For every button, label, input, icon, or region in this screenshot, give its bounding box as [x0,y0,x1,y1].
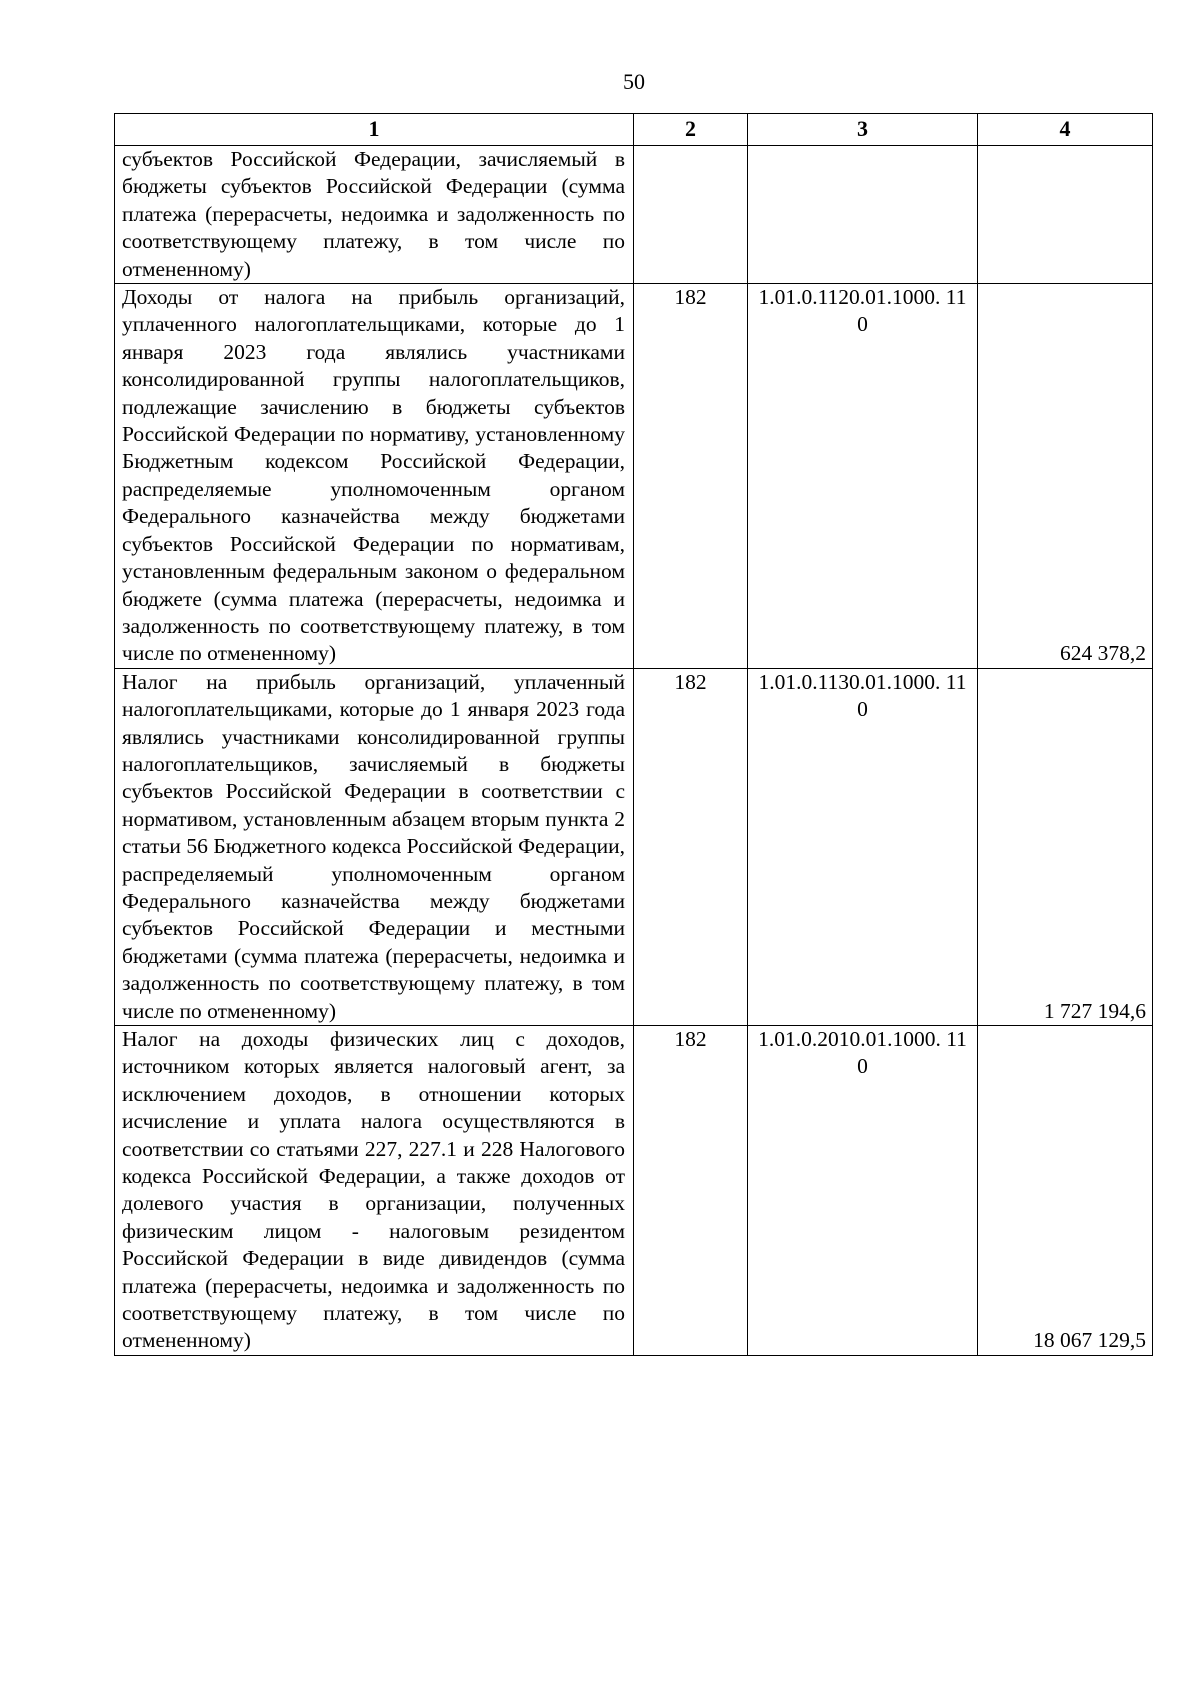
column-header-1: 1 [115,114,634,146]
row-kbk-code [748,146,978,284]
row-amount-cell [978,668,1153,1025]
row-amount-cell [978,284,1153,669]
revenue-table [114,113,1153,1356]
table-header-row [115,114,1153,146]
table-row [115,1026,1153,1356]
row-amount: 1 727 194,6 [1043,998,1146,1023]
page-number: 50 [623,69,645,94]
row-amount-cell [978,146,1153,284]
row-description: субъектов Российской Федерации, зачисляемый в бюджеты субъектов Российской Федерации (сумма платежа (перерасчеты, недоимка и задолженность по соответствующему платежу, в том числе по отмененному) [115,146,634,284]
row-amount: 18 067 129,5 [1033,1328,1146,1353]
row-description: Налог на прибыль организаций, уплаченный налогоплательщиками, которые до 1 января 2023 года являлись участниками консолидированной группы налогоплательщиков, зачисляемый в бюджеты субъектов Российской Федерации в соответствии с нормативом, установленным абзацем вторым пункта 2 статьи 56 Бюджетного кодекса Российской Федерации, распределяемый уполномоченным органом Федерального казначейства между бюджетами субъектов Российской Федерации и местными бюджетами (сумма платежа (перерасчеты, недоимка и задолженность по соответствующему платежу, в том числе по отмененному) [115,668,634,1025]
table-row [115,284,1153,669]
row-kbk-code: 1.01.0.2010.01.1000. 110 [748,1026,978,1356]
row-admin-code [634,146,748,284]
row-admin-code: 182 [634,1026,748,1356]
table-row [115,668,1153,1025]
row-description: Доходы от налога на прибыль организаций, уплаченного налогоплательщиками, которые до 1 января 2023 года являлись участниками консолидированной группы налогоплательщиков, подлежащие зачислению в бюджеты субъектов Российской Федерации по нормативу, установленному Бюджетным кодексом Российской Федерации, распределяемые уполномоченным органом Федерального казначейства между бюджетами субъектов Российской Федерации по нормативам, установленным федеральным законом о федеральном бюджете (сумма платежа (перерасчеты, недоимка и задолженность по соответствующему платежу, в том числе по отмененному) [115,284,634,669]
row-amount: 624 378,2 [1060,641,1146,666]
row-amount-cell [978,1026,1153,1356]
row-admin-code: 182 [634,668,748,1025]
row-admin-code: 182 [634,284,748,669]
column-header-3: 3 [748,114,978,146]
column-header-2: 2 [634,114,748,146]
table-row [115,146,1153,284]
column-header-4: 4 [978,114,1153,146]
row-kbk-code: 1.01.0.1120.01.1000. 110 [748,284,978,669]
row-kbk-code: 1.01.0.1130.01.1000. 110 [748,668,978,1025]
row-description: Налог на доходы физических лиц с доходов, источником которых является налоговый агент, за исключением доходов, в отношении которых исчисление и уплата налога осуществляются в соответствии со статьями 227, 227.1 и 228 Налогового кодекса Российской Федерации, а также доходов от долевого участия в организации, полученных физическим лицом - налоговым резидентом Российской Федерации в виде дивидендов (сумма платежа (перерасчеты, недоимка и задолженность по соответствующему платежу, в том числе по отмененному) [115,1026,634,1356]
